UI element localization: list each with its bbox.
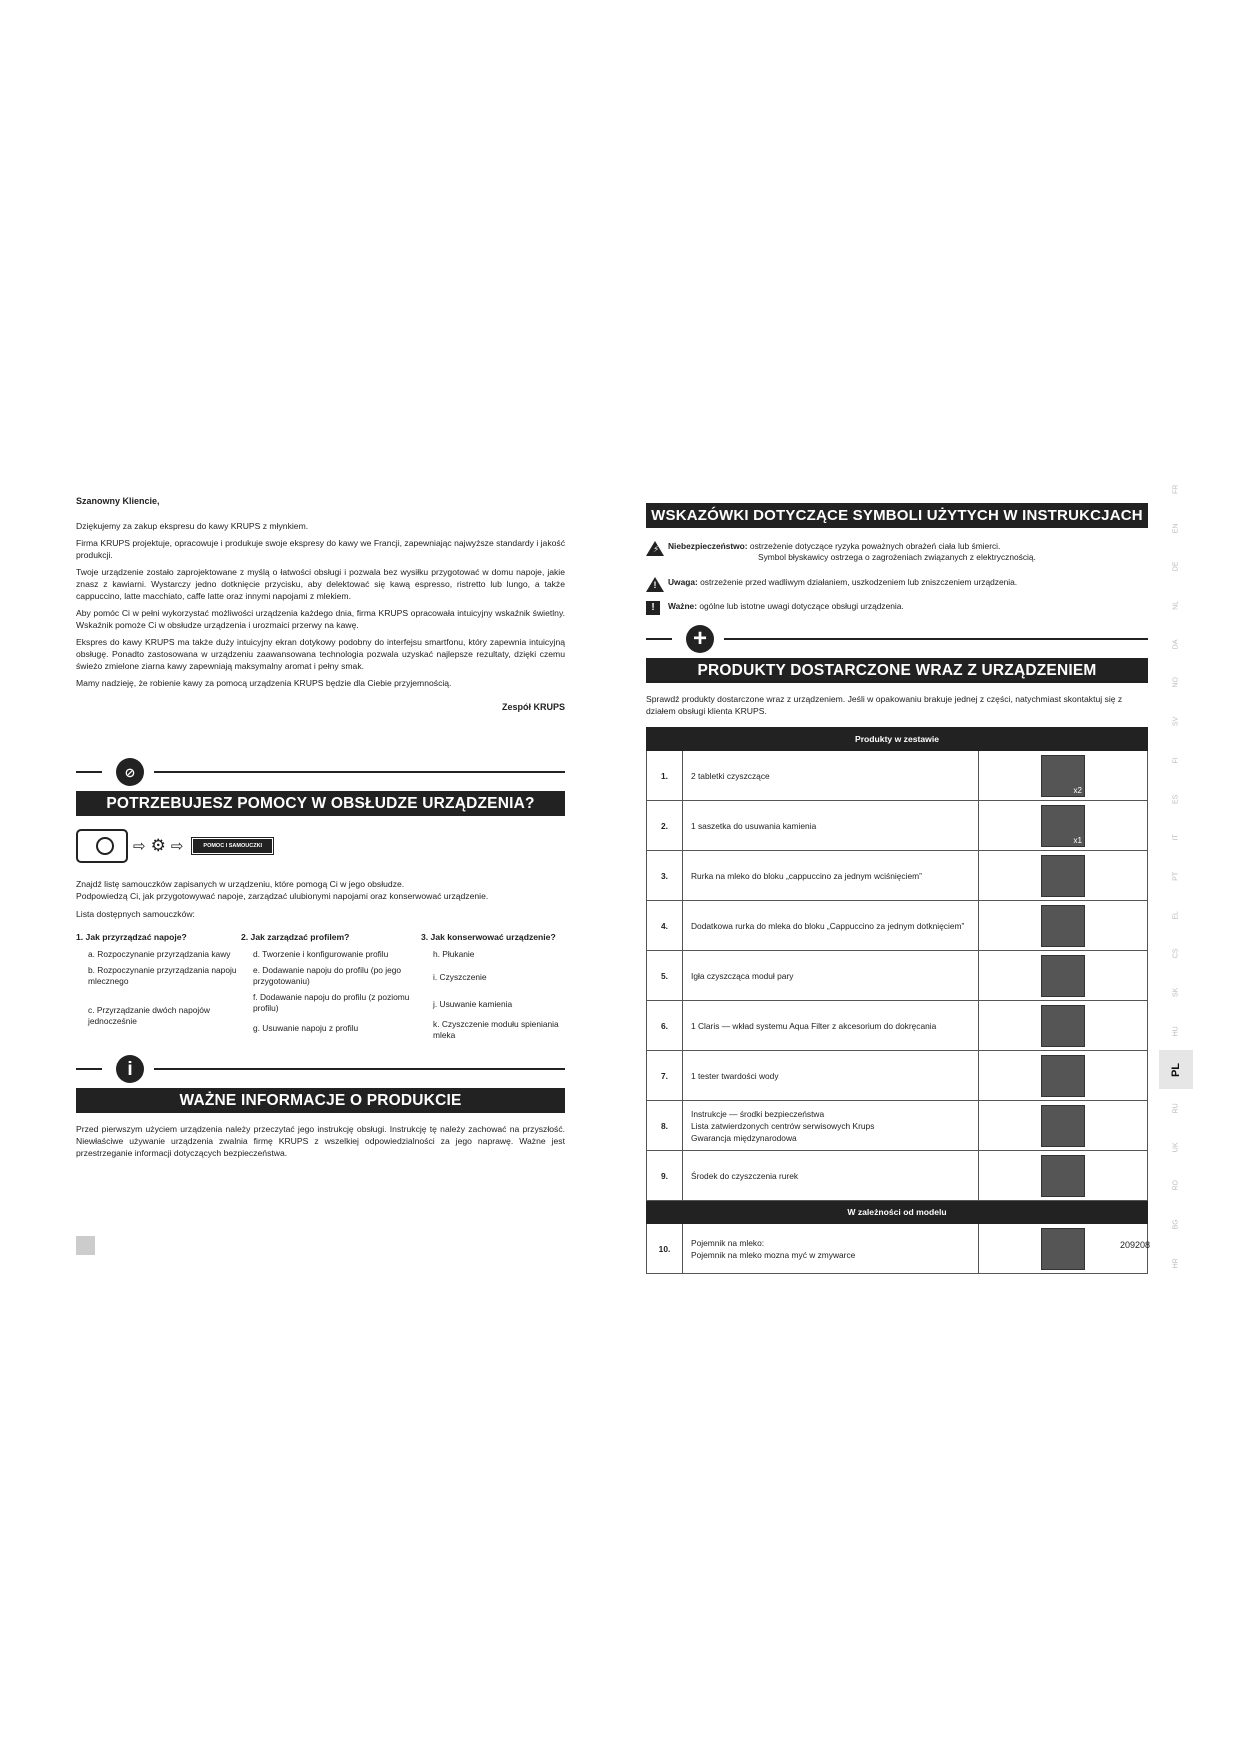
products-banner: PRODUKTY DOSTARCZONE WRAZ Z URZĄDZENIEM bbox=[646, 658, 1148, 683]
product-image-cell bbox=[979, 901, 1148, 951]
product-image-cell bbox=[979, 801, 1148, 851]
product-image bbox=[1041, 905, 1085, 947]
product-number: 3. bbox=[647, 851, 683, 901]
language-label: SK bbox=[1172, 987, 1180, 997]
product-row bbox=[647, 951, 1148, 1001]
language-label: DA bbox=[1172, 639, 1180, 649]
product-number: 5. bbox=[647, 951, 683, 1001]
gear-icon: ⚙ bbox=[150, 836, 166, 855]
product-image bbox=[1041, 805, 1085, 847]
language-tab-pt bbox=[1157, 866, 1196, 886]
language-label: PL bbox=[1170, 1062, 1182, 1077]
tutorial-item: c. Przyrządzanie dwóch napojów jednocześnie bbox=[88, 1005, 210, 1026]
symbol-label: Uwaga: bbox=[668, 577, 698, 587]
language-label: NL bbox=[1172, 600, 1180, 610]
language-tab-nl bbox=[1157, 595, 1196, 615]
language-label: PT bbox=[1172, 871, 1180, 881]
products-table-header: Produkty w zestawie bbox=[647, 728, 1148, 751]
model-dependent-header: W zależności od modelu bbox=[647, 1201, 1148, 1224]
symbol-warning bbox=[646, 577, 1148, 592]
language-tab-pl bbox=[1159, 1050, 1193, 1089]
danger-icon: ⚡ bbox=[646, 541, 664, 556]
language-tab-uk bbox=[1157, 1137, 1196, 1157]
language-label: CS bbox=[1172, 948, 1180, 959]
product-image-cell bbox=[979, 851, 1148, 901]
help-tutorials-button: POMOC I SAMOUCZKI bbox=[192, 838, 273, 854]
tutorial-item: e. Dodawanie napoju do profilu (po jego przygotowaniu) bbox=[253, 965, 402, 986]
language-label: IT bbox=[1172, 834, 1180, 841]
tutorial-item: a. Rozpoczynanie przyrządzania kawy bbox=[88, 949, 231, 959]
language-tab-fr bbox=[1157, 479, 1196, 499]
language-label: RO bbox=[1172, 1180, 1180, 1191]
symbol-text: ostrzeżenie przed wadliwym działaniem, uszkodzeniem lub zniszczeniem urządzenia. bbox=[700, 577, 1018, 587]
touchscreen-icon bbox=[76, 829, 128, 863]
symbol-important bbox=[646, 601, 1148, 615]
product-row bbox=[647, 1001, 1148, 1051]
product-description: Dodatkowa rurka do mleka do bloku „Cappuccino za jednym dotknięciem” bbox=[683, 901, 979, 951]
product-description: 2 tabletki czyszczące bbox=[683, 751, 979, 801]
language-tab-de bbox=[1157, 557, 1196, 577]
product-number: 4. bbox=[647, 901, 683, 951]
language-label: UK bbox=[1172, 1142, 1180, 1152]
product-image bbox=[1041, 1228, 1085, 1270]
product-image bbox=[1041, 1005, 1085, 1047]
plus-icon: + bbox=[686, 625, 714, 653]
left-page bbox=[76, 495, 565, 1164]
help-divider bbox=[76, 757, 565, 787]
tutorial-column-drinks bbox=[76, 932, 241, 1046]
product-image bbox=[1041, 1105, 1085, 1147]
product-description: Rurka na mleko do bloku „cappuccino za jednym wciśnięciem” bbox=[683, 851, 979, 901]
product-quantity: x1 bbox=[1073, 835, 1082, 845]
language-tab-ru bbox=[1157, 1098, 1196, 1118]
language-label: RU bbox=[1172, 1103, 1180, 1114]
tutorial-heading: 1. Jak przyrządzać napoje? bbox=[76, 932, 187, 942]
intro-paragraph: Aby pomóc Ci w pełni wykorzystać możliwości urządzenia każdego dnia, firma KRUPS opracowała intuicyjny wskaźnik świetlny. Wskaźnik pomoże Ci w obsłudze urządzenia i urozmaici przerwy na kawę. bbox=[76, 608, 565, 630]
product-row bbox=[647, 751, 1148, 801]
product-image bbox=[1041, 1055, 1085, 1097]
tutorial-item: k. Czyszczenie modułu spieniania mleka bbox=[433, 1019, 559, 1040]
page-code: 209208 bbox=[1120, 1240, 1151, 1250]
signature: Zespół KRUPS bbox=[501, 702, 565, 712]
product-image-cell bbox=[979, 1151, 1148, 1201]
symbol-label: Niebezpieczeństwo: bbox=[668, 541, 748, 551]
info-divider bbox=[76, 1054, 565, 1084]
product-image bbox=[1041, 855, 1085, 897]
product-row bbox=[647, 801, 1148, 851]
help-intro-2: Podpowiedzą Ci, jak przygotowywać napoje, zarządzać ulubionymi napojami oraz konserwować urządzenie. bbox=[76, 891, 489, 901]
product-row bbox=[647, 1151, 1148, 1201]
product-row bbox=[647, 1101, 1148, 1151]
tutorial-item: h. Płukanie bbox=[433, 949, 475, 959]
product-description: Środek do czyszczenia rurek bbox=[683, 1151, 979, 1201]
language-label: BG bbox=[1172, 1219, 1180, 1230]
product-number: 8. bbox=[647, 1101, 683, 1151]
product-row bbox=[647, 1224, 1148, 1274]
intro-paragraph: Ekspres do kawy KRUPS ma także duży intuicyjny ekran dotykowy podobny do interfejsu smartfonu, który zapewnia intuicyjną obsługę. Ponadto zastosowana w urządzeniu zaawansowana technologia pozwala uzyskać najlepsze rezultaty, dzięki czemu świeżo zmielone ziarna kawy zapewniają maksymalny aromat i pełny smak. bbox=[76, 637, 565, 671]
product-row bbox=[647, 1051, 1148, 1101]
language-label: FR bbox=[1172, 484, 1180, 495]
product-description: Instrukcje — środki bezpieczeństwa Lista zatwierdzonych centrów serwisowych Krups Gwarancja międzynarodowa bbox=[683, 1101, 979, 1151]
product-row bbox=[647, 901, 1148, 951]
product-image-cell bbox=[979, 1051, 1148, 1101]
language-tab-hu bbox=[1157, 1021, 1196, 1041]
product-quantity: x2 bbox=[1073, 785, 1082, 795]
language-label: FI bbox=[1172, 757, 1180, 764]
intro-text bbox=[76, 520, 565, 689]
warning-icon: ! bbox=[646, 577, 664, 592]
language-tab-it bbox=[1157, 828, 1196, 848]
help-banner: POTRZEBUJESZ POMOCY W OBSŁUDZE URZĄDZENIA? bbox=[76, 791, 565, 816]
help-intro-1: Znajdź listę samouczków zapisanych w urządzeniu, które pomogą Ci w jego obsłudze. bbox=[76, 879, 405, 889]
product-image bbox=[1041, 755, 1085, 797]
tutorial-heading: 3. Jak konserwować urządzenie? bbox=[421, 932, 556, 942]
intro-paragraph: Dziękujemy za zakup ekspresu do kawy KRUPS z młynkiem. bbox=[76, 521, 309, 531]
greeting: Szanowny Kliencie, bbox=[76, 496, 160, 506]
product-row bbox=[647, 851, 1148, 901]
product-number: 2. bbox=[647, 801, 683, 851]
page-marker bbox=[76, 1236, 95, 1255]
no-coffee-icon: ⊘ bbox=[116, 758, 144, 786]
tutorial-item: j. Usuwanie kamienia bbox=[433, 999, 513, 1009]
tutorial-item: f. Dodawanie napoju do profilu (z poziomu profilu) bbox=[253, 992, 410, 1013]
language-label: EN bbox=[1172, 523, 1180, 533]
product-number: 1. bbox=[647, 751, 683, 801]
help-intro-3: Lista dostępnych samouczków: bbox=[76, 909, 195, 919]
product-description: 1 saszetka do usuwania kamienia bbox=[683, 801, 979, 851]
product-image bbox=[1041, 1155, 1085, 1197]
product-description: 1 Claris — wkład systemu Aqua Filter z akcesorium do dokręcania bbox=[683, 1001, 979, 1051]
product-number: 6. bbox=[647, 1001, 683, 1051]
language-label: HR bbox=[1172, 1258, 1180, 1269]
intro-paragraph: Twoje urządzenie zostało zaprojektowane z myślą o łatwości obsługi i pozwala bez wysiłku przygotować w domu napoje, jakie znasz z kawiarni. Wystarczy jedno dotknięcie przycisku, aby delektować się kawą espresso, ristretto lub lungo, a także cappuccino, latte macchiato, caffe latte oraz innymi napojami z mlekiem. bbox=[76, 567, 565, 601]
symbol-label: Ważne: bbox=[668, 601, 698, 611]
language-label: SV bbox=[1172, 716, 1180, 727]
product-description: Pojemnik na mleko: Pojemnik na mleko mozna myć w zmywarce bbox=[683, 1224, 979, 1274]
symbol-list bbox=[646, 541, 1148, 615]
products-table bbox=[646, 727, 1151, 1274]
info-banner: WAŻNE INFORMACJE O PRODUKCIE bbox=[76, 1088, 565, 1113]
symbol-text: ogólne lub istotne uwagi dotyczące obsługi urządzenia. bbox=[699, 601, 904, 611]
product-description: Igła czyszcząca moduł pary bbox=[683, 951, 979, 1001]
tutorial-item: d. Tworzenie i konfigurowanie profilu bbox=[253, 949, 389, 959]
arrow-right-icon: ⇨ bbox=[133, 838, 146, 855]
tutorial-column-maintenance bbox=[421, 932, 565, 1046]
language-tab-no bbox=[1157, 673, 1196, 693]
help-path-illustration bbox=[76, 828, 565, 864]
right-page bbox=[646, 503, 1151, 1274]
info-text: Przed pierwszym użyciem urządzenia należy przeczytać jego instrukcję obsługi. Instrukcję tę należy zachować na przyszłość. Niewłaściwe używanie urządzenia zwalnia firmę KRUPS z wszelkiej odpowiedzialności za jego naprawę. Ważne jest przestrzeganie informacji dotyczących bezpieczeństwa. bbox=[76, 1124, 565, 1158]
language-tab-cs bbox=[1157, 944, 1196, 964]
info-icon: i bbox=[116, 1055, 144, 1083]
language-tab-el bbox=[1157, 905, 1196, 925]
language-tab-fi bbox=[1157, 750, 1196, 770]
products-intro: Sprawdź produkty dostarczone wraz z urządzeniem. Jeśli w opakowaniu brakuje jednej z części, natychmiast skontaktuj się z działem obsługi klienta KRUPS. bbox=[646, 694, 1123, 716]
language-tab-bg bbox=[1157, 1214, 1196, 1234]
product-number: 7. bbox=[647, 1051, 683, 1101]
important-icon: ! bbox=[646, 601, 660, 615]
symbol-text: Symbol błyskawicy ostrzega o zagrożeniach związanych z elektrycznością. bbox=[758, 552, 1036, 562]
language-label: ES bbox=[1172, 794, 1180, 804]
tutorial-item: b. Rozpoczynanie przyrządzania napoju mlecznego bbox=[88, 965, 237, 986]
tutorial-columns bbox=[76, 932, 565, 1046]
language-tab-en bbox=[1157, 518, 1196, 538]
intro-paragraph: Mamy nadzieję, że robienie kawy za pomocą urządzenia KRUPS będzie dla Ciebie przyjemnością. bbox=[76, 678, 452, 688]
arrow-right-icon: ⇨ bbox=[170, 838, 184, 855]
product-image-cell bbox=[979, 751, 1148, 801]
tutorial-item: g. Usuwanie napoju z profilu bbox=[253, 1023, 359, 1033]
products-divider bbox=[646, 624, 1148, 654]
symbol-text: ostrzeżenie dotyczące ryzyka poważnych obrażeń ciała lub śmierci. bbox=[749, 541, 1001, 551]
language-label: NO bbox=[1172, 677, 1180, 689]
product-number: 10. bbox=[647, 1224, 683, 1274]
tutorial-column-profile bbox=[241, 932, 421, 1046]
tutorial-item: i. Czyszczenie bbox=[433, 972, 487, 982]
intro-paragraph: Firma KRUPS projektuje, opracowuje i produkuje swoje ekspresy do kawy we Francji, zapewniając najwyższe standardy i jakość produkcji. bbox=[76, 538, 565, 560]
language-label: EL bbox=[1172, 910, 1180, 920]
symbol-danger bbox=[646, 541, 1148, 563]
language-tab-hr bbox=[1157, 1253, 1196, 1273]
product-image-cell bbox=[979, 1001, 1148, 1051]
tutorial-heading: 2. Jak zarządzać profilem? bbox=[241, 932, 350, 942]
product-image-cell bbox=[979, 951, 1148, 1001]
product-image bbox=[1041, 955, 1085, 997]
product-description: 1 tester twardości wody bbox=[683, 1051, 979, 1101]
language-tab-sk bbox=[1157, 982, 1196, 1002]
symbols-banner: WSKAZÓWKI DOTYCZĄCE SYMBOLI UŻYTYCH W INSTRUKCJACH bbox=[646, 503, 1148, 528]
language-label: DE bbox=[1172, 561, 1180, 572]
language-tab-sv bbox=[1157, 711, 1196, 731]
language-label: HU bbox=[1172, 1025, 1180, 1037]
language-tabs bbox=[1166, 470, 1186, 1282]
product-number: 9. bbox=[647, 1151, 683, 1201]
language-tab-es bbox=[1157, 789, 1196, 809]
language-tab-ro bbox=[1157, 1176, 1196, 1196]
product-image-cell bbox=[979, 1101, 1148, 1151]
language-tab-da bbox=[1157, 634, 1196, 654]
